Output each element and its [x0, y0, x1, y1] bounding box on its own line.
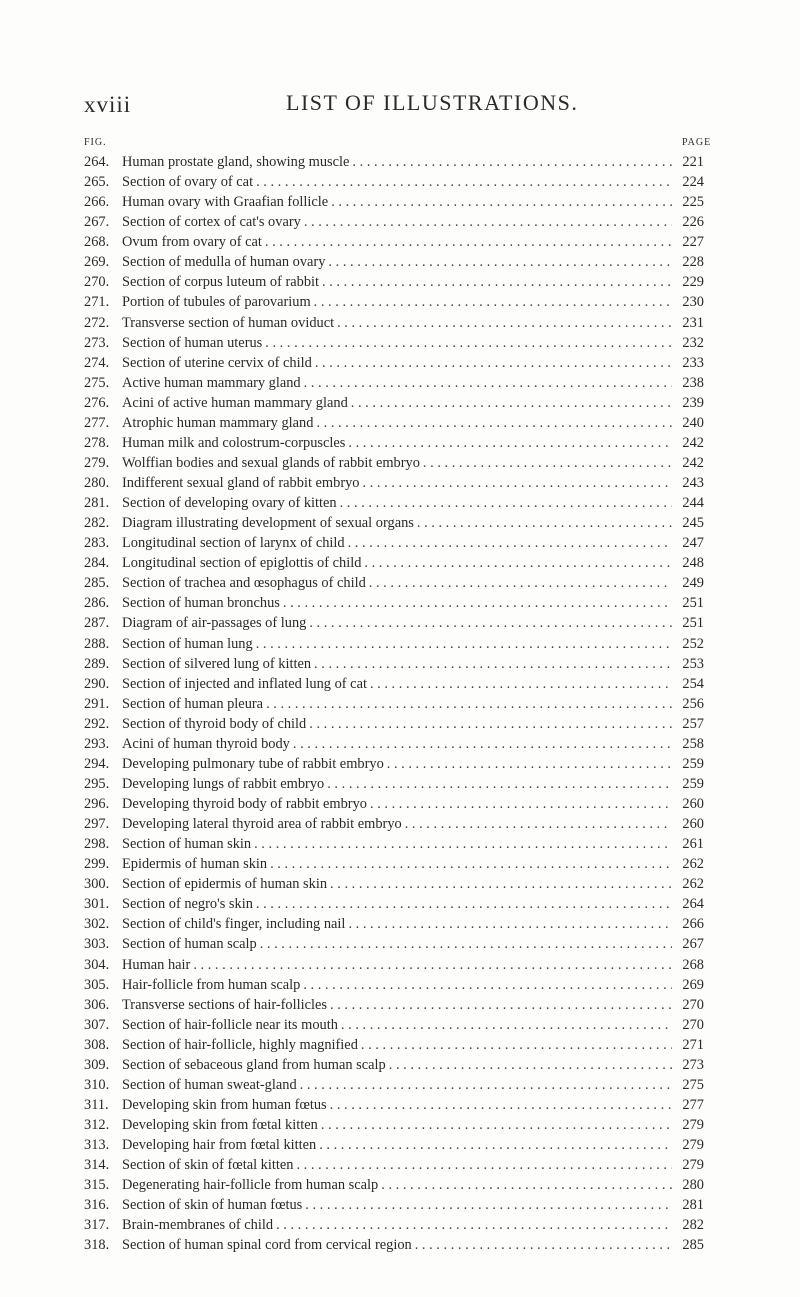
page-number: 248	[682, 555, 704, 572]
page-number: 243	[682, 475, 704, 491]
figure-number: 264.	[84, 154, 110, 170]
page-number: 242	[682, 434, 704, 451]
list-item	[84, 1035, 704, 1055]
list-item	[84, 714, 704, 734]
figure-number: 299.	[84, 856, 110, 873]
page-number: 268	[682, 956, 704, 973]
dot-leader	[417, 513, 672, 533]
figure-title: Section of ovary of cat	[122, 174, 254, 191]
dot-leader	[304, 212, 672, 232]
figure-title: Section of human bronchus	[122, 595, 280, 612]
dot-leader	[319, 1135, 672, 1155]
page-number: 260	[682, 816, 704, 833]
dot-leader	[305, 1195, 672, 1215]
dot-leader	[370, 674, 672, 694]
list-item	[84, 353, 704, 373]
dot-leader	[321, 1115, 672, 1135]
figure-number: 277.	[84, 414, 110, 431]
dot-leader	[328, 252, 672, 272]
figure-title: Section of skin of human fœtus	[122, 1197, 303, 1214]
figure-number: 292.	[84, 715, 110, 732]
list-item	[84, 814, 704, 834]
figure-number: 276.	[84, 394, 110, 411]
dot-leader	[314, 654, 672, 674]
page-number: 256	[682, 695, 704, 712]
dot-leader	[348, 914, 672, 934]
page-number: 230	[682, 294, 704, 311]
dot-leader	[415, 1235, 672, 1255]
page-number: 242	[682, 454, 704, 471]
list-item	[84, 1135, 704, 1155]
dot-leader	[364, 553, 672, 573]
list-item	[84, 894, 704, 914]
dot-leader	[276, 1215, 672, 1235]
figure-number: 305.	[84, 976, 110, 993]
list-item	[84, 834, 704, 854]
page-number: 229	[682, 274, 704, 291]
list-item	[84, 634, 704, 654]
page-number: 285	[682, 1237, 704, 1254]
figure-number: 310.	[84, 1076, 110, 1093]
figure-title: Section of child's finger, including nail	[122, 916, 346, 933]
figure-title: Section of uterine cervix of child	[122, 354, 312, 371]
page-number: 225	[682, 194, 704, 211]
figure-title: Section of cortex of cat's ovary	[122, 214, 301, 231]
dot-leader	[405, 814, 672, 834]
dot-leader	[256, 894, 672, 914]
figure-number: 297.	[84, 816, 110, 833]
dot-leader	[370, 794, 672, 814]
page-number: 257	[682, 715, 704, 732]
page-number: 231	[682, 314, 704, 331]
page-number: 245	[682, 515, 704, 532]
figure-title: Developing pulmonary tube of rabbit embryo	[122, 755, 384, 772]
figure-number: 285.	[84, 575, 110, 592]
list-item	[84, 252, 704, 272]
page-number: 279	[682, 1157, 704, 1174]
list-item	[84, 1215, 704, 1235]
figure-number: 304.	[84, 956, 110, 973]
figure-title: Diagram of air-passages of lung	[122, 615, 307, 632]
page-number: 266	[682, 916, 704, 933]
list-item	[84, 493, 704, 513]
figure-title: Longitudinal section of larynx of child	[122, 535, 345, 552]
figure-title: Section of hair-follicle, highly magnified	[122, 1036, 358, 1053]
page-number: 270	[682, 996, 704, 1013]
page-number: 280	[682, 1177, 704, 1194]
figure-number: 298.	[84, 836, 110, 853]
list-item	[84, 934, 704, 954]
dot-leader	[369, 573, 672, 593]
figure-title: Developing skin from fœtal kitten	[122, 1117, 318, 1133]
list-item	[84, 152, 704, 172]
figure-number: 318.	[84, 1237, 110, 1254]
page-title: LIST OF ILLUSTRATIONS.	[286, 90, 579, 115]
figure-number: 309.	[84, 1056, 110, 1073]
figure-number: 271.	[84, 294, 110, 311]
figure-number: 275.	[84, 374, 110, 391]
figure-number: 284.	[84, 555, 110, 572]
figure-title: Developing thyroid body of rabbit embryo	[122, 796, 367, 812]
page-number: 251	[682, 595, 704, 612]
figure-title: Longitudinal section of epiglottis of child	[122, 555, 362, 572]
figure-title: Brain-membranes of child	[122, 1217, 274, 1234]
list-item	[84, 794, 704, 814]
list-item	[84, 1075, 704, 1095]
figure-title: Degenerating hair-follicle from human scalp	[122, 1177, 379, 1194]
figure-title: Section of human uterus	[122, 334, 263, 351]
dot-leader	[389, 1055, 672, 1075]
dot-leader	[363, 473, 672, 493]
figure-title: Developing hair from fœtal kitten	[122, 1137, 317, 1154]
page-folio: xviii	[84, 92, 132, 117]
list-item	[84, 453, 704, 473]
figure-number: 282.	[84, 515, 110, 532]
figure-number: 278.	[84, 434, 110, 451]
page-number: 269	[682, 976, 704, 993]
figure-title: Acini of active human mammary gland	[122, 394, 348, 411]
figure-title: Developing skin from human fœtus	[122, 1096, 327, 1113]
list-item	[84, 292, 704, 312]
figure-title: Human ovary with Graafian follicle	[122, 194, 329, 211]
figure-number: 274.	[84, 354, 110, 371]
page-number: 259	[682, 775, 704, 792]
page-number: 238	[682, 374, 704, 391]
page-number: 275	[682, 1076, 704, 1093]
page-number: 277	[682, 1096, 704, 1113]
figure-number: 294.	[84, 755, 110, 772]
figure-number: 279.	[84, 454, 110, 471]
figure-number: 289.	[84, 655, 110, 672]
dot-leader	[309, 613, 672, 633]
dot-leader	[309, 714, 672, 734]
list-item	[84, 1115, 704, 1135]
figure-number: 265.	[84, 174, 110, 191]
page-number: 270	[682, 1016, 704, 1033]
list-item	[84, 654, 704, 674]
dot-leader	[254, 834, 672, 854]
page-number: 232	[682, 334, 704, 351]
figure-number: 315.	[84, 1177, 110, 1194]
dot-leader	[316, 413, 672, 433]
figure-number: 280.	[84, 475, 110, 491]
dot-leader	[256, 634, 672, 654]
page-number: 240	[682, 414, 704, 431]
figure-number: 286.	[84, 595, 110, 612]
dot-leader	[270, 854, 672, 874]
dot-leader	[351, 393, 672, 413]
figure-number: 266.	[84, 194, 110, 211]
figure-title: Section of human skin	[122, 836, 252, 853]
dot-leader	[340, 493, 672, 513]
page-number: 251	[682, 615, 704, 632]
figure-number: 291.	[84, 695, 110, 712]
figure-title: Wolffian bodies and sexual glands of rabbit embryo	[122, 454, 420, 471]
list-item	[84, 694, 704, 714]
list-item	[84, 995, 704, 1015]
figure-title: Ovum from ovary of cat	[122, 234, 262, 251]
figure-number: 295.	[84, 775, 110, 792]
dot-leader	[260, 934, 672, 954]
dot-leader	[265, 333, 672, 353]
figure-number: 269.	[84, 254, 110, 271]
dot-leader	[330, 995, 672, 1015]
figure-number: 293.	[84, 735, 110, 752]
figure-number: 314.	[84, 1157, 110, 1174]
dot-leader	[331, 192, 672, 212]
page-number: 254	[682, 675, 704, 692]
figure-number: 302.	[84, 916, 110, 933]
figure-title: Portion of tubules of parovarium	[122, 294, 311, 311]
page-number: 279	[682, 1137, 704, 1154]
figure-number: 273.	[84, 334, 110, 351]
figure-title: Atrophic human mammary gland	[122, 414, 314, 431]
figure-title: Section of thyroid body of child	[122, 715, 307, 732]
dot-leader	[266, 694, 672, 714]
list-item	[84, 1235, 704, 1255]
list-item	[84, 1095, 704, 1115]
figure-title: Section of hair-follicle near its mouth	[122, 1016, 338, 1033]
dot-leader	[348, 433, 672, 453]
fig-column-header: FIG.	[84, 137, 107, 148]
figure-title: Section of corpus luteum of rabbit	[122, 274, 320, 291]
figure-number: 300.	[84, 876, 110, 893]
page-number: 233	[682, 354, 704, 371]
figure-number: 308.	[84, 1036, 110, 1053]
figure-title: Transverse section of human oviduct	[122, 314, 335, 331]
page-number: 279	[682, 1117, 704, 1133]
figure-number: 288.	[84, 635, 110, 652]
dot-leader	[296, 1155, 672, 1175]
list-item	[84, 433, 704, 453]
list-item	[84, 1155, 704, 1175]
figure-title: Diagram illustrating development of sexual organs	[122, 515, 414, 532]
page-number: 252	[682, 635, 704, 652]
list-item	[84, 373, 704, 393]
list-item	[84, 473, 704, 493]
list-item	[84, 1055, 704, 1075]
list-item	[84, 754, 704, 774]
dot-leader	[314, 292, 672, 312]
page-number: 249	[682, 575, 704, 592]
list-item	[84, 613, 704, 633]
page-number: 281	[682, 1197, 704, 1214]
list-item	[84, 1175, 704, 1195]
page-number: 239	[682, 394, 704, 411]
figure-title: Section of human sweat-gland	[122, 1076, 297, 1093]
list-item	[84, 272, 704, 292]
illustrations-list	[84, 152, 704, 1255]
figure-title: Developing lungs of rabbit embryo	[122, 775, 325, 792]
figure-number: 268.	[84, 234, 110, 251]
dot-leader	[337, 313, 672, 333]
page-number: 262	[682, 876, 704, 893]
figure-number: 311.	[84, 1096, 109, 1113]
figure-title: Indifferent sexual gland of rabbit embryo	[122, 475, 360, 491]
list-item	[84, 573, 704, 593]
list-item	[84, 854, 704, 874]
page-number: 282	[682, 1217, 704, 1234]
page-number: 221	[682, 154, 704, 170]
list-item	[84, 914, 704, 934]
figure-number: 307.	[84, 1016, 110, 1033]
figure-number: 316.	[84, 1197, 110, 1214]
page-number: 228	[682, 254, 704, 271]
dot-leader	[315, 353, 672, 373]
page-number: 262	[682, 856, 704, 873]
figure-title: Transverse sections of hair-follicles	[122, 996, 327, 1013]
figure-number: 270.	[84, 274, 110, 291]
list-item	[84, 313, 704, 333]
dot-leader	[293, 734, 672, 754]
dot-leader	[387, 754, 672, 774]
figure-title: Section of trachea and œsophagus of child	[122, 575, 366, 592]
figure-title: Active human mammary gland	[122, 374, 301, 391]
dot-leader	[304, 373, 672, 393]
figure-title: Section of sebaceous gland from human scalp	[122, 1056, 386, 1073]
page-column-header: PAGE	[682, 137, 712, 148]
list-item	[84, 874, 704, 894]
figure-title: Section of human lung	[122, 635, 253, 652]
figure-title: Epidermis of human skin	[122, 856, 268, 873]
page-number: 247	[682, 535, 704, 552]
figure-number: 283.	[84, 535, 110, 552]
dot-leader	[303, 975, 672, 995]
list-item	[84, 393, 704, 413]
page-number: 227	[682, 234, 704, 251]
dot-leader	[330, 1095, 672, 1115]
figure-title: Section of negro's skin	[122, 896, 253, 913]
figure-number: 290.	[84, 675, 110, 692]
page-number: 261	[682, 836, 704, 853]
figure-title: Section of human spinal cord from cervical region	[122, 1237, 412, 1254]
page-number: 253	[682, 655, 704, 672]
figure-number: 296.	[84, 796, 110, 812]
figure-title: Section of human pleura	[122, 695, 264, 712]
page-number: 271	[682, 1036, 704, 1053]
dot-leader	[256, 172, 672, 192]
dot-leader	[265, 232, 672, 252]
figure-title: Section of skin of fœtal kitten	[122, 1157, 294, 1174]
dot-leader	[381, 1175, 672, 1195]
page-number: 260	[682, 796, 704, 812]
dot-leader	[193, 955, 672, 975]
figure-title: Human milk and colostrum-corpuscles	[122, 434, 346, 451]
figure-number: 313.	[84, 1137, 110, 1154]
figure-title: Section of human scalp	[122, 936, 257, 953]
dot-leader	[423, 453, 672, 473]
page-number: 244	[682, 495, 704, 512]
dot-leader	[341, 1015, 672, 1035]
figure-title: Section of developing ovary of kitten	[122, 495, 337, 512]
figure-number: 272.	[84, 314, 110, 331]
dot-leader	[283, 593, 672, 613]
figure-title: Human prostate gland, showing muscle	[122, 154, 350, 170]
dot-leader	[327, 774, 672, 794]
figure-title: Section of medulla of human ovary	[122, 254, 326, 271]
list-item	[84, 1195, 704, 1215]
list-item	[84, 975, 704, 995]
figure-title: Hair-follicle from human scalp	[122, 976, 301, 993]
list-item	[84, 212, 704, 232]
page-number: 264	[682, 896, 704, 913]
figure-title: Acini of human thyroid body	[122, 735, 290, 752]
page-number: 258	[682, 735, 704, 752]
dot-leader	[330, 874, 672, 894]
figure-title: Section of epidermis of human skin	[122, 876, 328, 893]
list-item	[84, 553, 704, 573]
list-item	[84, 674, 704, 694]
figure-title: Developing lateral thyroid area of rabbit embryo	[122, 816, 402, 833]
dot-leader	[352, 152, 672, 172]
list-item	[84, 533, 704, 553]
figure-number: 267.	[84, 214, 110, 231]
list-item	[84, 333, 704, 353]
figure-number: 301.	[84, 896, 110, 913]
page-number: 224	[682, 174, 704, 191]
list-item	[84, 413, 704, 433]
page-number: 273	[682, 1056, 704, 1073]
dot-leader	[300, 1075, 672, 1095]
figure-number: 306.	[84, 996, 110, 1013]
figure-number: 303.	[84, 936, 110, 953]
list-item	[84, 172, 704, 192]
figure-title: Section of injected and inflated lung of cat	[122, 675, 367, 692]
figure-number: 287.	[84, 615, 110, 632]
figure-number: 281.	[84, 495, 110, 512]
list-item	[84, 593, 704, 613]
dot-leader	[322, 272, 672, 292]
list-item	[84, 734, 704, 754]
list-item	[84, 774, 704, 794]
list-item	[84, 955, 704, 975]
dot-leader	[361, 1035, 672, 1055]
figure-number: 317.	[84, 1217, 110, 1234]
page-number: 267	[682, 936, 704, 953]
figure-title: Section of silvered lung of kitten	[122, 655, 312, 672]
figure-number: 312.	[84, 1117, 110, 1133]
page-number: 226	[682, 214, 704, 231]
page-number: 259	[682, 755, 704, 772]
list-item	[84, 513, 704, 533]
figure-title: Human hair	[122, 956, 191, 973]
dot-leader	[348, 533, 672, 553]
list-item	[84, 232, 704, 252]
list-item	[84, 1015, 704, 1035]
list-item	[84, 192, 704, 212]
